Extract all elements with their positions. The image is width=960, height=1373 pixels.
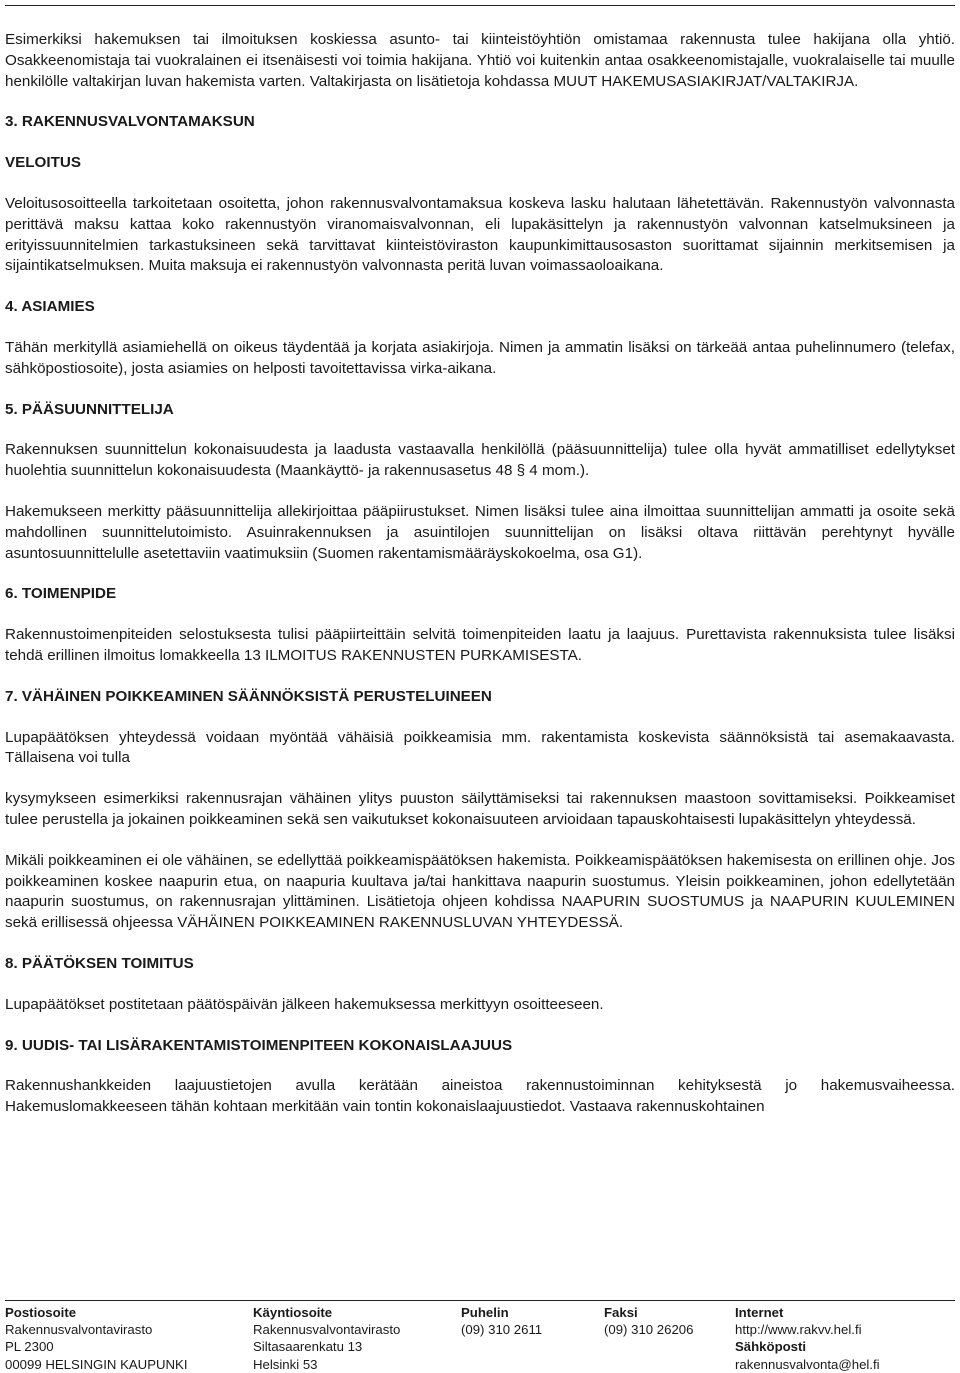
- footer-postal-line: PL 2300: [5, 1339, 54, 1355]
- footer-phone-value: (09) 310 2611: [461, 1322, 543, 1338]
- top-divider: [5, 5, 955, 6]
- section-9-heading: 9. UUDIS- TAI LISÄRAKENTAMISTOIMENPITEEN KOKONAISLAAJUUS: [5, 1036, 513, 1054]
- footer-internet-label: Internet: [735, 1305, 784, 1320]
- intro-paragraph: Esimerkiksi hakemuksen tai ilmoituksen koskiessa asunto- tai kiinteistöyhtiön omistamaa rakennusta tulee hakijana olla yhtiö. Osakkeenomistaja tai vuokralainen ei itsenäisesti voi toimia hakijana. Yhtiö voi kuitenkin antaa osakkeenomistajalle, vuokralaiselle tai muulle henkilölle valtakirjan luvan hakemista varten. Valtakirjasta on lisätietoja kohdassa MUUT HAKEMUSASIAKIRJAT/VALTAKIRJA.: [5, 31, 955, 90]
- section-6-paragraph: Rakennustoimenpiteiden selostuksesta tulisi pääpiirteittäin selvitä toimenpiteiden laatu ja laajuus. Purettavista rakennuksista tulee lisäksi tehdä erillinen ilmoitus lomakkeella 13 ILMOITUS RAKENNUSTEN PURKAMISESTA.: [5, 626, 955, 664]
- page-footer: [5, 1300, 955, 1372]
- footer-postal-line: Rakennusvalvontavirasto: [5, 1322, 153, 1338]
- section-8-heading: 8. PÄÄTÖKSEN TOIMITUS: [5, 954, 194, 972]
- section-8-paragraph: Lupapäätökset postitetaan päätöspäivän jälkeen hakemuksessa merkittyyn osoitteeseen.: [5, 995, 604, 1013]
- section-5-paragraph-1: Rakennuksen suunnittelun kokonaisuudesta ja laadusta vastaavalla henkilöllä (pääsuunnittelija) tulee olla hyvät ammatilliset edellytykset huolehtia suunnittelun kokonaisuudesta (Maankäyttö- ja rakennusasetus 48 § 4 mom.).: [5, 441, 955, 480]
- footer-visiting-line: Rakennusvalvontavirasto: [253, 1322, 401, 1338]
- section-9-paragraph: Rakennushankkeiden laajuustietojen avulla kerätään aineistoa rakennustoiminnan kehityksestä jo hakemusvaiheessa. Hakemuslomakkeeseen tähän kohtaan merkitään vain tontin kokonaislaajuustiedot. Vastaava rakennuskohtainen: [5, 1077, 955, 1116]
- footer-fax: [604, 1304, 693, 1338]
- document-body: [5, 30, 955, 1118]
- footer-visiting-line: Helsinki 53: [253, 1356, 318, 1372]
- section-4-heading: 4. ASIAMIES: [5, 298, 95, 316]
- section-7-heading: 7. VÄHÄINEN POIKKEAMINEN SÄÄNNÖKSISTÄ PERUSTELUINEEN: [5, 687, 492, 705]
- footer-visiting-line: Siltasaarenkatu 13: [253, 1339, 363, 1355]
- footer-visiting-label: Käyntiosoite: [253, 1305, 333, 1320]
- section-7-paragraph-3: Mikäli poikkeaminen ei ole vähäinen, se edellyttää poikkeamispäätöksen hakemista. Poikkeamispäätöksen hakemisesta on erillinen ohje. Jos poikkeaminen koskee naapurin etua, on naapuria kuultava ja/tai hankittava naapurin suostumus. Yleisin poikkeaminen, johon edellytetään naapurin suostumus, on rakennusrajan ylittäminen. Lisätietoja ohjeen kohdissa NAAPURIN SUOSTUMUS ja NAAPURIN KUULEMINEN sekä erillisessä ohjeessa VÄHÄINEN POIKKEAMINEN RAKENNUSLUVAN YHTEYDESSÄ.: [5, 851, 955, 932]
- footer-postal-address: [5, 1304, 188, 1373]
- section-3-paragraph: Veloitusosoitteella tarkoitetaan osoitetta, johon rakennusvalvontamaksua koskeva lasku halutaan lähetettävän. Rakennustyön valvonnasta perittävä maksu kattaa koko rakennustyön viranomaisvalvonnan, eli lupakäsittelyn ja rakennustyön valvonnan katselmuksineen ja erityissuunnitelmien tarkastuksineen sekä tarvittavat kiinteistöviraston kaupunkimittausosaston suorittamat sijainnin merkitsemisen ja sijaintikatselmuksen. Muita maksuja ei rakennustyön valvonnasta peritä luvan voimassaoloaikana.: [5, 194, 955, 275]
- section-5-heading: 5. PÄÄSUUNNITTELIJA: [5, 400, 174, 418]
- footer-fax-value: (09) 310 26206: [604, 1322, 694, 1338]
- footer-postal-line: 00099 HELSINGIN KAUPUNKI: [5, 1356, 188, 1372]
- footer-fax-label: Faksi: [604, 1305, 638, 1320]
- section-6-heading: 6. TOIMENPIDE: [5, 585, 117, 603]
- section-7-paragraph-1: Lupapäätöksen yhteydessä voidaan myöntää vähäisiä poikkeamisia mm. rakentamista koskevista säännöksistä tai asemakaavasta. Tällaisena voi tulla: [5, 728, 955, 767]
- section-7-paragraph-2: kysymykseen esimerkiksi rakennusrajan vähäinen ylitys puuston säilyttämiseksi tai rakennuksen maastoon sovittamiseksi. Poikkeamiset tulee perustella ja jokainen poikkeaminen sekä sen vaikutukset kokonaisuuteen arvioidaan tapauskohtaisesti lupakäsittelyn yhteydessä.: [5, 790, 955, 828]
- footer-website-link[interactable]: http://www.rakvv.hel.fi: [735, 1322, 862, 1338]
- section-3-heading: 3. RAKENNUSVALVONTAMAKSUN: [5, 113, 255, 131]
- section-5-paragraph-2: Hakemukseen merkitty pääsuunnittelija allekirjoittaa pääpiirustukset. Nimen lisäksi tulee aina ilmoittaa suunnittelijan ammatti ja osoite sekä mahdollinen suunnittelutoimisto. Asuinrakennuksen ja asuintilojen suunnittelijan on lisäksi oltava riittävän perehtynyt hyvälle asuntosuunnittelulle asetettaviin vaatimuksiin (Suomen rakentamismääräyskokoelma, osa G1).: [5, 502, 955, 562]
- footer-phone-label: Puhelin: [461, 1305, 509, 1320]
- section-3-subheading: VELOITUS: [5, 154, 81, 172]
- footer-email-link[interactable]: rakennusvalvonta@hel.fi: [735, 1356, 880, 1372]
- footer-email-label: Sähköposti: [735, 1339, 807, 1355]
- footer-phone: [461, 1304, 542, 1338]
- section-4-paragraph: Tähän merkityllä asiamiehellä on oikeus täydentää ja korjata asiakirjoja. Nimen ja ammatin lisäksi on tärkeää antaa puhelinnumero (telefax, sähköpostiosoite), josta asiamies on helposti tavoitettavissa virka-aikana.: [5, 338, 955, 377]
- footer-visiting-address: [253, 1304, 400, 1373]
- footer-postal-label: Postiosoite: [5, 1305, 77, 1320]
- footer-internet: [735, 1304, 880, 1373]
